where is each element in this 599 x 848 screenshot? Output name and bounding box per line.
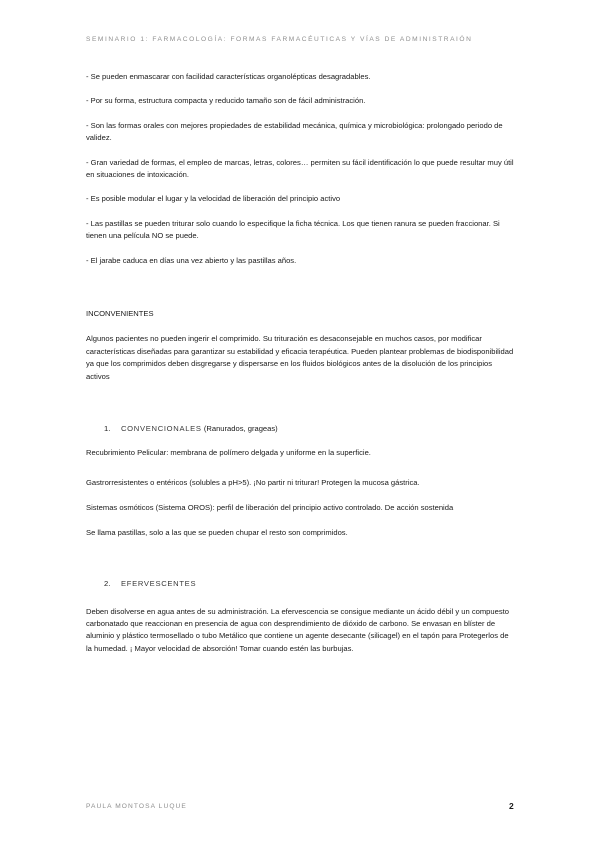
page-header: SEMINARIO 1: FARMACOLOGÍA: FORMAS FARMACÉUTICAS Y VÍAS DE ADMINISTRAIÓN xyxy=(86,36,473,43)
effervescent-paragraph: Deben disolverse en agua antes de su administración. La efervescencia se consigue mediante un ácido débil y un compuesto carbonatado que reaccionan en presencia de agua con desprendimiento de dióxido de carbono. Se envasan en blíster de aluminio y plástico termosellado o tubo Metálico que contiene un agente desecante (silicagel) en el tapón para Protegerlos de la humedad. ¡ Mayor velocidad de absorción! Tomar cuando estén las burbujas. xyxy=(86,606,509,653)
section-heading-effervescent xyxy=(86,578,516,590)
conventional-item: Sistemas osmóticos (Sistema OROS): perfil de liberación del principio activo controlado. De acción sostenida xyxy=(86,503,454,513)
page-footer-author: PAULA MONTOSA LUQUE xyxy=(86,803,187,810)
advantage-item: - El jarabe caduca en días una vez abierto y las pastillas años. xyxy=(86,255,297,265)
document-body xyxy=(86,71,516,655)
section-heading-conventional xyxy=(86,423,516,435)
section-title: CONVENCIONALES xyxy=(121,424,202,434)
advantage-item: - Las pastillas se pueden triturar solo cuando lo especifique la ficha técnica. Los que tienen ranura se pueden fraccionar. Si tienen una película NO se puede. xyxy=(86,218,500,241)
conventional-item: Recubrimiento Pelicular: membrana de polímero delgada y uniforme en la superficie. xyxy=(86,447,371,457)
advantage-item: - Se pueden enmascarar con facilidad características organolépticas desagradables. xyxy=(86,72,371,81)
conventional-item: Gastrorresistentes o entéricos (solubles a pH>5). ¡No partir ni triturar! Protegen la mucosa gástrica. xyxy=(86,477,420,487)
advantage-item: - Es posible modular el lugar y la velocidad de liberación del principio activo xyxy=(86,194,341,204)
drawbacks-heading: INCONVENIENTES xyxy=(86,309,154,319)
conventional-item: Se llama pastillas, solo a las que se pueden chupar el resto son comprimidos. xyxy=(86,527,348,537)
section-number: 1. xyxy=(104,424,111,434)
section-number: 2. xyxy=(104,579,111,589)
drawbacks-paragraph: Algunos pacientes no pueden ingerir el comprimido. Su trituración es desaconsejable en muchos casos, por modificar características diseñadas para garantizar su estabilidad y eficacia terapéutica. Pueden plantear problemas de biodisponibilidad ya que los comprimidos deben disgregarse y dispersarse en los fluidos biológicos antes de la disolución de los principios activos xyxy=(86,334,514,381)
section-title: EFERVESCENTES xyxy=(121,579,197,589)
advantage-item: - Son las formas orales con mejores propiedades de estabilidad mecánica, química y microbiológica: prolongado periodo de validez. xyxy=(86,120,503,143)
page-number: 2 xyxy=(509,801,514,811)
advantage-item: - Gran variedad de formas, el empleo de marcas, letras, colores… permiten su fácil identificación lo que puede resultar muy útil en situaciones de intoxicación. xyxy=(86,157,514,180)
advantage-item: - Por su forma, estructura compacta y reducido tamaño son de fácil administración. xyxy=(86,96,366,106)
section-subtitle: (Ranurados, grageas) xyxy=(203,424,278,434)
